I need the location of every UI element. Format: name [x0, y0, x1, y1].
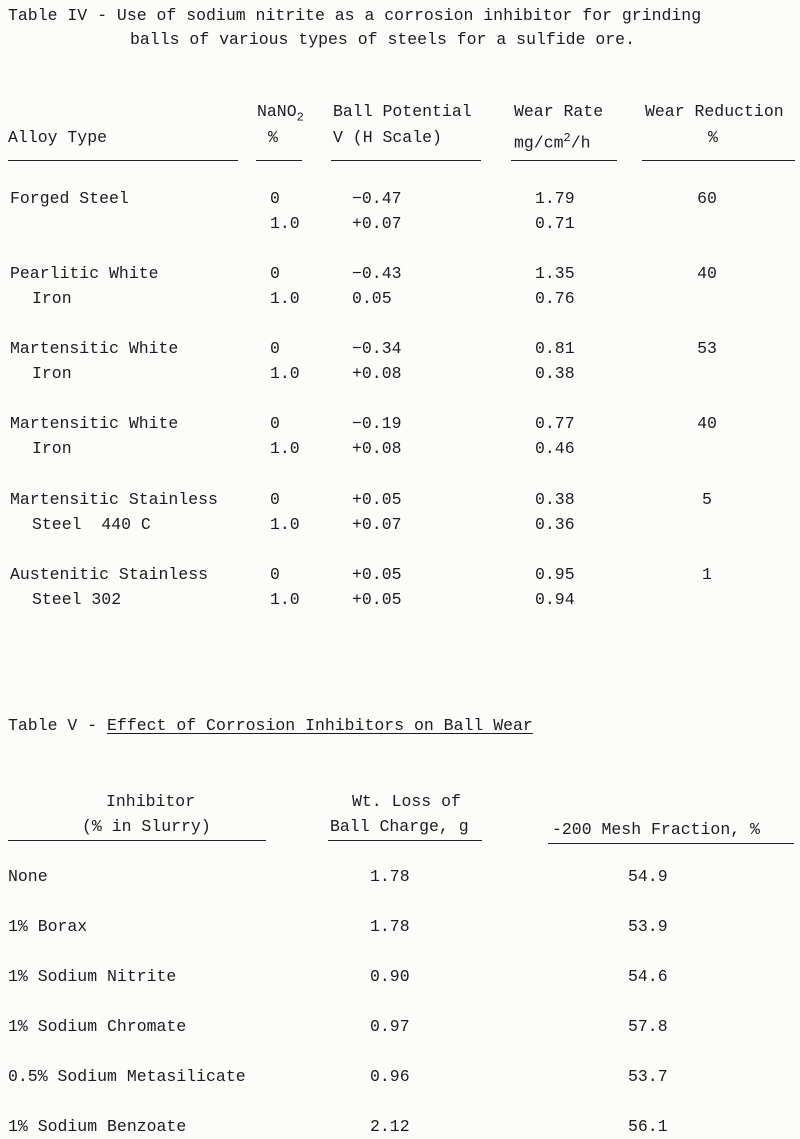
inhibitor-name: None — [8, 867, 48, 886]
table4-rule-potential — [331, 160, 481, 161]
mesh-fraction-value: 53.9 — [628, 917, 668, 936]
wt-loss-value: 0.97 — [370, 1017, 410, 1036]
potential-value-1: +0.05 — [352, 565, 402, 584]
nano2-value-2: 1.0 — [270, 214, 300, 233]
header-alloy-type: Alloy Type — [8, 128, 108, 147]
nano2-value-1: 0 — [270, 339, 280, 358]
potential-value-1: −0.43 — [352, 264, 402, 283]
mesh-fraction-value: 57.8 — [628, 1017, 668, 1036]
inhibitor-name: 1% Sodium Chromate — [8, 1017, 187, 1036]
table4-rule-wear — [511, 160, 617, 161]
potential-value-1: +0.05 — [352, 490, 402, 509]
wear-rate-value-2: 0.94 — [535, 590, 575, 609]
wear-rate-value-2: 0.46 — [535, 439, 575, 458]
wt-loss-value: 0.96 — [370, 1067, 410, 1086]
inhibitor-name: 0.5% Sodium Metasilicate — [8, 1067, 246, 1086]
table5-title-main: Effect of Corrosion Inhibitors on Ball Wear — [107, 716, 533, 735]
table5-title-prefix: Table V - — [8, 716, 108, 735]
table4-rule-alloy — [8, 160, 238, 161]
wear-rate-value-2: 0.76 — [535, 289, 575, 308]
nano2-value-1: 0 — [270, 414, 280, 433]
potential-value-2: 0.05 — [352, 289, 392, 308]
alloy-type-line2: Steel 440 C — [32, 515, 151, 534]
header-wear-unit-text: mg/cm — [514, 133, 564, 153]
header-wear-unit — [514, 128, 591, 154]
wear-rate-value-1: 0.95 — [535, 565, 575, 584]
nano2-value-2: 1.0 — [270, 439, 300, 458]
alloy-type-line1: Martensitic Stainless — [10, 490, 218, 509]
header-wear-reduction: Wear Reduction — [645, 102, 784, 121]
table5-rule-loss — [328, 840, 482, 841]
alloy-type-line2: Iron — [32, 364, 72, 383]
table5-rule-inhibitor — [8, 840, 266, 841]
alloy-type-line2: Iron — [32, 289, 72, 308]
header-inhibitor: Inhibitor — [106, 792, 196, 811]
wear-reduction-value: 53 — [697, 339, 717, 358]
header-wear-unit-tail: /h — [570, 133, 591, 153]
header-nano2-text: NaNO — [257, 102, 297, 121]
wear-reduction-value: 1 — [702, 565, 712, 584]
header-ball-charge: Ball Charge, g — [330, 817, 469, 836]
header-nano2 — [257, 102, 304, 127]
mesh-fraction-value: 56.1 — [628, 1117, 668, 1136]
mesh-fraction-value: 54.6 — [628, 967, 668, 986]
wear-reduction-value: 40 — [697, 264, 717, 283]
wt-loss-value: 0.90 — [370, 967, 410, 986]
nano2-value-2: 1.0 — [270, 515, 300, 534]
potential-value-2: +0.07 — [352, 515, 402, 534]
header-inhibitor-unit: (% in Slurry) — [82, 817, 211, 836]
table4-rule-reduction — [642, 160, 795, 161]
potential-value-2: +0.07 — [352, 214, 402, 233]
wear-reduction-value: 60 — [697, 189, 717, 208]
wear-reduction-value: 40 — [697, 414, 717, 433]
table4-title-line2: balls of various types of steels for a sulfide ore. — [130, 30, 635, 49]
potential-value-1: −0.19 — [352, 414, 402, 433]
header-potential-unit: V (H Scale) — [333, 128, 442, 147]
nano2-value-1: 0 — [270, 565, 280, 584]
inhibitor-name: 1% Sodium Benzoate — [8, 1117, 187, 1136]
header-wt-loss: Wt. Loss of — [352, 792, 461, 811]
wear-rate-value-2: 0.71 — [535, 214, 575, 233]
header-mesh-fraction: -200 Mesh Fraction, % — [552, 820, 760, 839]
wear-reduction-value: 5 — [702, 490, 712, 509]
inhibitor-name: 1% Sodium Nitrite — [8, 967, 177, 986]
alloy-type-line1: Austenitic Stainless — [10, 565, 209, 584]
alloy-type-line2: Iron — [32, 439, 72, 458]
wt-loss-value: 1.78 — [370, 867, 410, 886]
table4-title-line1: Table IV - Use of sodium nitrite as a corrosion inhibitor for grinding — [8, 6, 702, 25]
inhibitor-name: 1% Borax — [8, 917, 88, 936]
wear-rate-value-1: 0.38 — [535, 490, 575, 509]
header-wear-rate: Wear Rate — [514, 102, 604, 121]
alloy-type-line2: Steel 302 — [32, 590, 122, 609]
header-nano2-unit: % — [268, 128, 278, 147]
wt-loss-value: 1.78 — [370, 917, 410, 936]
table5-rule-mesh — [548, 843, 794, 844]
wear-rate-value-1: 0.81 — [535, 339, 575, 358]
mesh-fraction-value: 53.7 — [628, 1067, 668, 1086]
header-reduction-unit: % — [708, 128, 718, 147]
wear-rate-value-2: 0.36 — [535, 515, 575, 534]
nano2-value-1: 0 — [270, 189, 280, 208]
potential-value-1: −0.47 — [352, 189, 402, 208]
table5-title — [8, 716, 533, 736]
wear-rate-value-1: 1.79 — [535, 189, 575, 208]
wear-rate-value-1: 0.77 — [535, 414, 575, 433]
nano2-value-2: 1.0 — [270, 289, 300, 308]
wear-rate-value-2: 0.38 — [535, 364, 575, 383]
table4-title — [8, 4, 798, 52]
table4-rule-nano2 — [256, 160, 302, 161]
wt-loss-value: 2.12 — [370, 1117, 410, 1136]
mesh-fraction-value: 54.9 — [628, 867, 668, 886]
potential-value-2: +0.08 — [352, 439, 402, 458]
alloy-type-line1: Pearlitic White — [10, 264, 159, 283]
wear-rate-value-1: 1.35 — [535, 264, 575, 283]
alloy-type-line1: Martensitic White — [10, 414, 179, 433]
alloy-type-line1: Forged Steel — [10, 189, 129, 208]
nano2-value-2: 1.0 — [270, 364, 300, 383]
nano2-value-1: 0 — [270, 490, 280, 509]
nano2-value-1: 0 — [270, 264, 280, 283]
header-wear-unit-superscript: 2 — [563, 131, 571, 145]
nano2-value-2: 1.0 — [270, 590, 300, 609]
potential-value-2: +0.08 — [352, 364, 402, 383]
header-nano2-subscript: 2 — [296, 110, 304, 125]
alloy-type-line1: Martensitic White — [10, 339, 179, 358]
header-ball-potential: Ball Potential — [333, 102, 472, 121]
potential-value-2: +0.05 — [352, 590, 402, 609]
potential-value-1: −0.34 — [352, 339, 402, 358]
